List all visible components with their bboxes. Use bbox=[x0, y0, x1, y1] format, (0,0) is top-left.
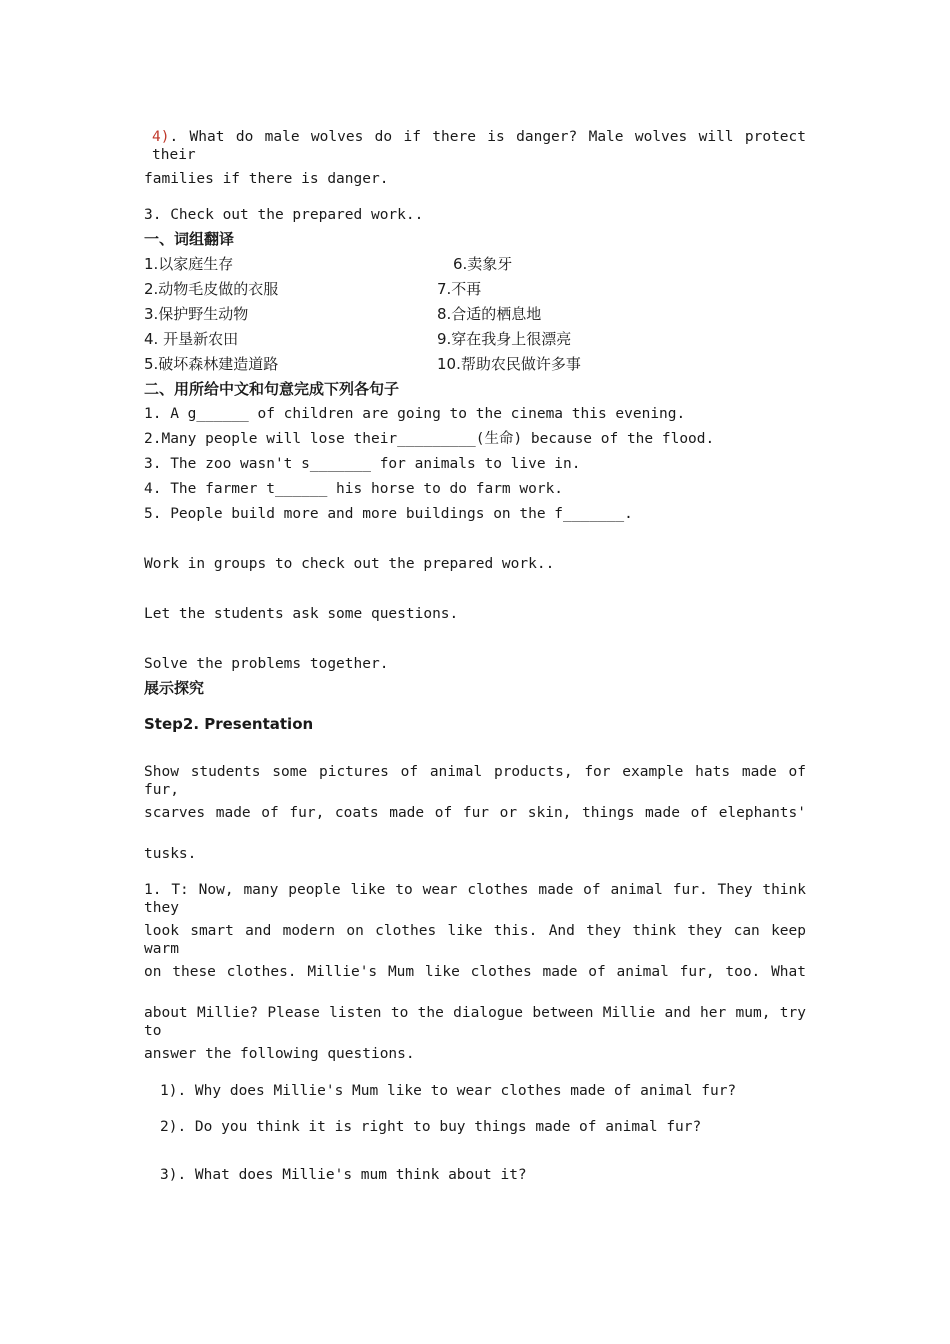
step-2-heading: Step2. Presentation bbox=[144, 715, 314, 733]
teacher-paragraph-line: about Millie? Please listen to the dialogue between Millie and her mum, try to bbox=[144, 1005, 806, 1039]
teacher-paragraph-line: answer the following questions. bbox=[144, 1046, 415, 1062]
phrase-item: 5.破坏森林建造道路 bbox=[144, 355, 279, 373]
phrase-item: 8.合适的栖息地 bbox=[437, 305, 542, 323]
section-1-heading: 一、词组翻译 bbox=[144, 230, 235, 248]
phrase-item: 1.以家庭生存 bbox=[144, 255, 234, 273]
show-paragraph-line: scarves made of fur, coats made of fur or skin, things made of elephants' bbox=[144, 805, 806, 821]
solve-problems-text: Solve the problems together. bbox=[144, 656, 389, 672]
show-paragraph-line: tusks. bbox=[144, 846, 197, 862]
sentence-item: 3. The zoo wasn't s_______ for animals to live in. bbox=[144, 456, 581, 472]
question-item: 3). What does Millie's mum think about it? bbox=[160, 1167, 527, 1183]
phrase-item: 7.不再 bbox=[437, 280, 482, 298]
work-groups-text: Work in groups to check out the prepared work.. bbox=[144, 556, 555, 572]
step-3-text: 3. Check out the prepared work.. bbox=[144, 207, 424, 223]
question-4-text: . What do male wolves do if there is danger? Male wolves will protect their bbox=[152, 129, 806, 163]
question-4-paren: ) bbox=[160, 129, 170, 145]
teacher-paragraph-line: look smart and modern on clothes like this. And they think they can keep warm bbox=[144, 923, 806, 957]
question-4-line-2: families if there is danger. bbox=[144, 171, 389, 187]
ask-questions-text: Let the students ask some questions. bbox=[144, 606, 459, 622]
sentence-item: 5. People build more and more buildings on the f_______. bbox=[144, 506, 633, 522]
sentence-item: 2.Many people will lose their_________(生命) because of the flood. bbox=[144, 431, 715, 447]
question-4-line-1 bbox=[152, 128, 806, 164]
teacher-paragraph-line: on these clothes. Millie's Mum like clothes made of animal fur, too. What bbox=[144, 964, 806, 980]
phrase-item: 6.卖象牙 bbox=[453, 255, 513, 273]
question-4-number: 4 bbox=[152, 129, 161, 145]
sentence-item: 1. A g______ of children are going to the cinema this evening. bbox=[144, 406, 686, 422]
question-item: 2). Do you think it is right to buy things made of animal fur? bbox=[160, 1119, 702, 1135]
section-2-heading: 二、用所给中文和句意完成下列各句子 bbox=[144, 380, 400, 398]
show-explore-heading: 展示探究 bbox=[144, 679, 205, 697]
phrase-item: 3.保护野生动物 bbox=[144, 305, 249, 323]
phrase-item: 10.帮助农民做许多事 bbox=[437, 355, 581, 373]
question-item: 1). Why does Millie's Mum like to wear clothes made of animal fur? bbox=[160, 1083, 737, 1099]
phrase-item: 2.动物毛皮做的衣服 bbox=[144, 280, 279, 298]
show-paragraph-line: Show students some pictures of animal products, for example hats made of fur, bbox=[144, 764, 806, 798]
teacher-paragraph-line: 1. T: Now, many people like to wear clothes made of animal fur. They think they bbox=[144, 882, 806, 916]
phrase-item: 4. 开垦新农田 bbox=[144, 330, 239, 348]
sentence-item: 4. The farmer t______ his horse to do farm work. bbox=[144, 481, 564, 497]
phrase-item: 9.穿在我身上很漂亮 bbox=[437, 330, 572, 348]
